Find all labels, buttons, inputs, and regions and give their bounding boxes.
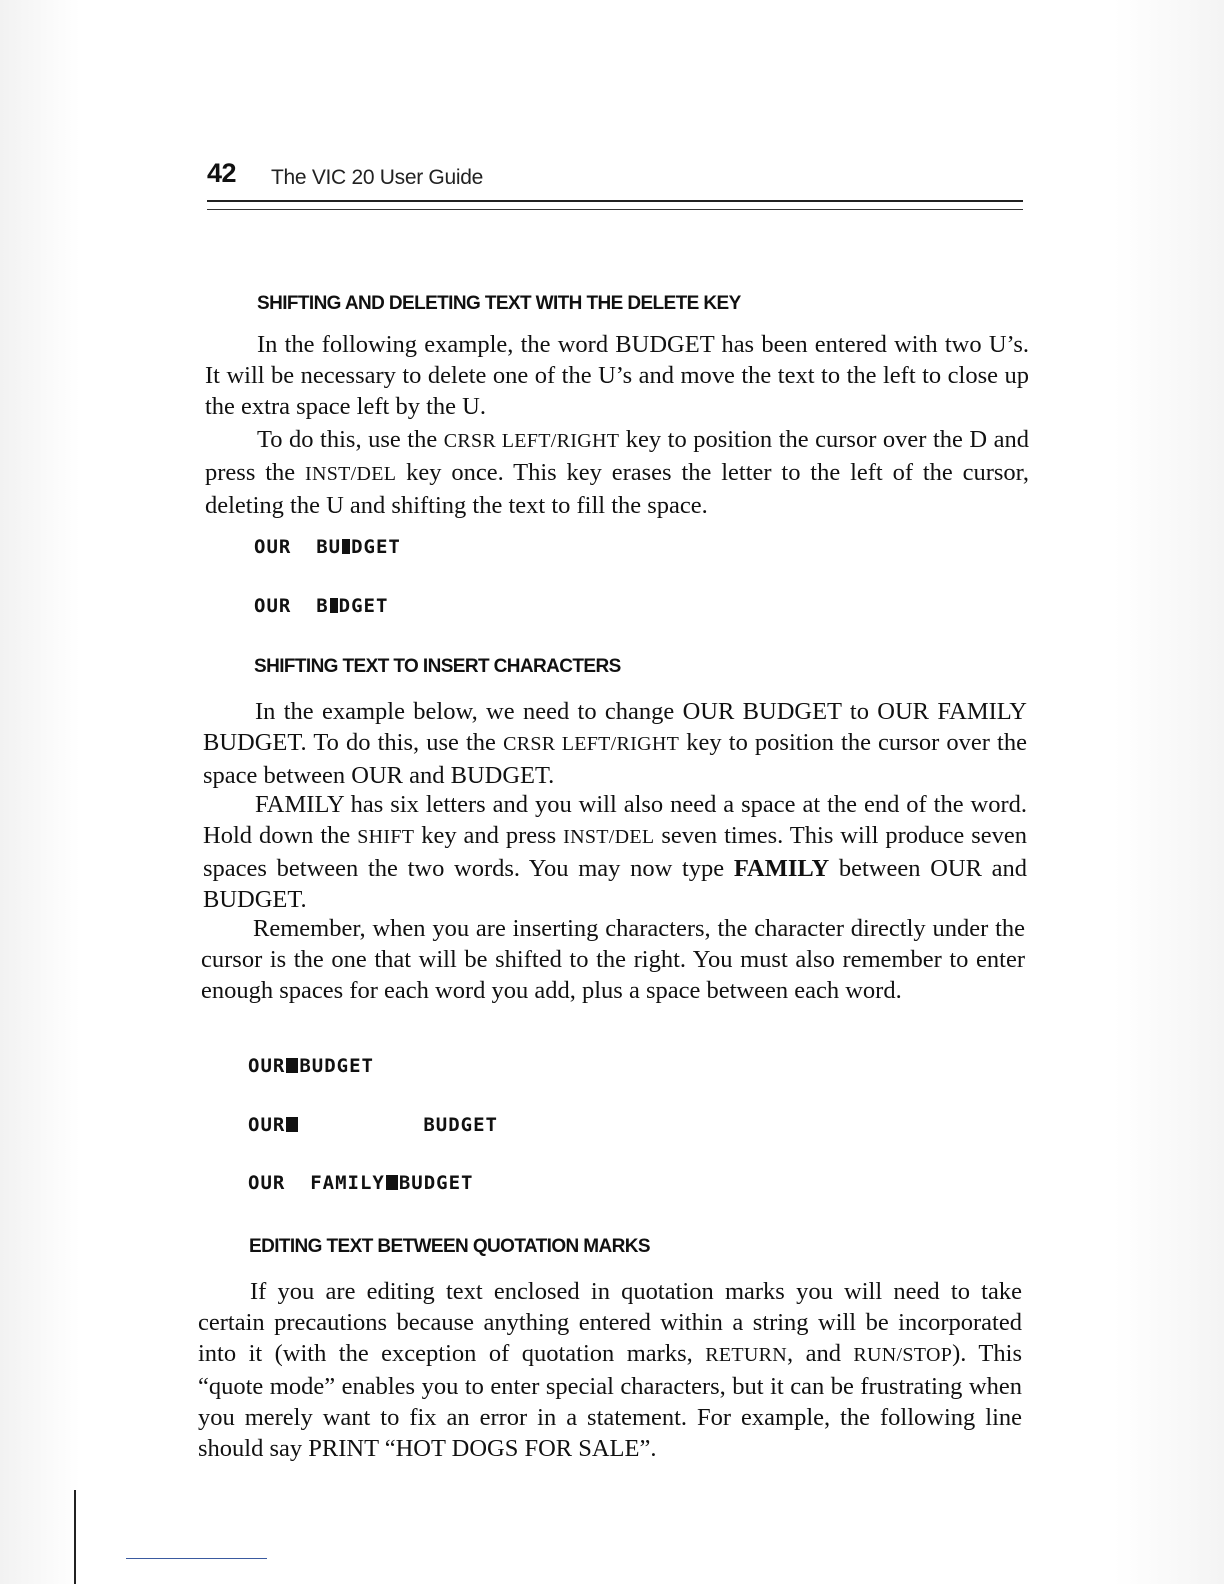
screen-text: BUDGET <box>398 1172 474 1194</box>
screen-example-3 <box>248 1055 374 1077</box>
screen-example-1 <box>254 536 401 558</box>
screen-text: BUDGET <box>299 1055 374 1077</box>
text-run: ). This “quote mode” enables you to enter special characters, but it can be frustrating when you merely want to fix an error in a statement. For example, the following line should say PRINT “HOT DOGS FOR SALE”. <box>198 1340 1022 1462</box>
page-header <box>207 158 1023 214</box>
section-heading-insert: SHIFTING TEXT TO INSERT CHARACTERS <box>254 656 621 677</box>
screen-text: OUR B <box>254 595 329 617</box>
cursor-block <box>386 1175 398 1190</box>
text-run: key and press <box>414 822 564 849</box>
paragraph-insert-remember: Remember, when you are inserting characters, the character directly under the cursor is the one that will be shifted to the right. You must also remember to enter enough spaces for each word you add, plus a space between each word. <box>201 915 1025 1004</box>
scan-shadow-right <box>1114 0 1224 1584</box>
screen-text: OUR <box>248 1055 286 1077</box>
scan-shadow-left <box>0 0 80 1584</box>
cursor-block <box>330 598 338 613</box>
screen-text: DGET <box>351 536 401 558</box>
paragraph-quote-mode <box>198 1276 1022 1464</box>
paragraph-insert-steps <box>203 789 1027 915</box>
running-title: The VIC 20 User Guide <box>271 166 483 189</box>
page-number: 42 <box>207 158 237 188</box>
key-inst-del: INST/DEL <box>563 826 655 848</box>
key-crsr-left-right: CRSR LEFT/RIGHT <box>503 733 680 755</box>
text-run: key once. This key erases the letter to the left of the cursor, deleting the U and shifting the text to fill the space. <box>205 459 1029 519</box>
section-heading-delete: SHIFTING AND DELETING TEXT WITH THE DELETE KEY <box>257 293 741 314</box>
paragraph-insert-intro <box>203 696 1027 791</box>
key-run-stop: RUN/STOP <box>853 1344 953 1366</box>
header-rule-thin <box>207 209 1023 210</box>
text-run: If you are editing text enclosed in quotation marks you will need to take certain precautions because anything entered within a string will be incorporated into it (with the exception of quotation marks, <box>198 1278 1022 1367</box>
paragraph-delete-steps <box>205 424 1029 521</box>
text-run: key to position the cursor over the D and press the <box>205 426 1030 486</box>
screen-example-2 <box>254 595 388 617</box>
section-heading-quotes: EDITING TEXT BETWEEN QUOTATION MARKS <box>249 1236 650 1257</box>
text-run: FAMILY has six letters and you will also need a space at the end of the word. Hold down the <box>203 791 1027 849</box>
header-rule <box>207 200 1023 202</box>
key-inst-del: INST/DEL <box>304 463 397 485</box>
screen-text: OUR BU <box>254 536 342 558</box>
text-run: To do this, use the <box>257 426 444 453</box>
cursor-block <box>286 1058 298 1073</box>
paragraph-delete-intro: In the following example, the word BUDGET has been entered with two U’s. It will be necessary to delete one of the U’s and move the text to the left to close up the extra space left by the U. <box>205 331 1029 420</box>
emphasis-family: FAMILY <box>733 855 830 882</box>
key-return: RETURN <box>705 1344 787 1366</box>
screen-text: DGET <box>338 595 389 617</box>
text-run: , and <box>787 1340 854 1367</box>
cursor-block <box>342 539 350 554</box>
key-shift: SHIFT <box>357 826 415 848</box>
text-run: between OUR and BUDGET. <box>203 855 1027 913</box>
screen-text: OUR <box>248 1114 286 1136</box>
scan-underline-mark <box>126 1558 267 1559</box>
text-run: In the example below, we need to change OUR BUDGET to OUR FAMILY BUDGET. To do this, use the <box>203 698 1027 756</box>
screen-text: BUDGET <box>423 1114 498 1136</box>
screen-example-4 <box>248 1114 498 1136</box>
key-crsr-left-right: CRSR LEFT/RIGHT <box>443 430 620 452</box>
cursor-block <box>286 1117 298 1132</box>
text-run: key to position the cursor over the space between OUR and BUDGET. <box>203 729 1027 789</box>
text-run: seven times. This will produce seven spaces between the two words. You may now type <box>203 822 1027 882</box>
screen-text: OUR FAMILY <box>248 1172 385 1194</box>
screen-example-5 <box>248 1172 473 1194</box>
scan-margin-line <box>74 1490 76 1584</box>
